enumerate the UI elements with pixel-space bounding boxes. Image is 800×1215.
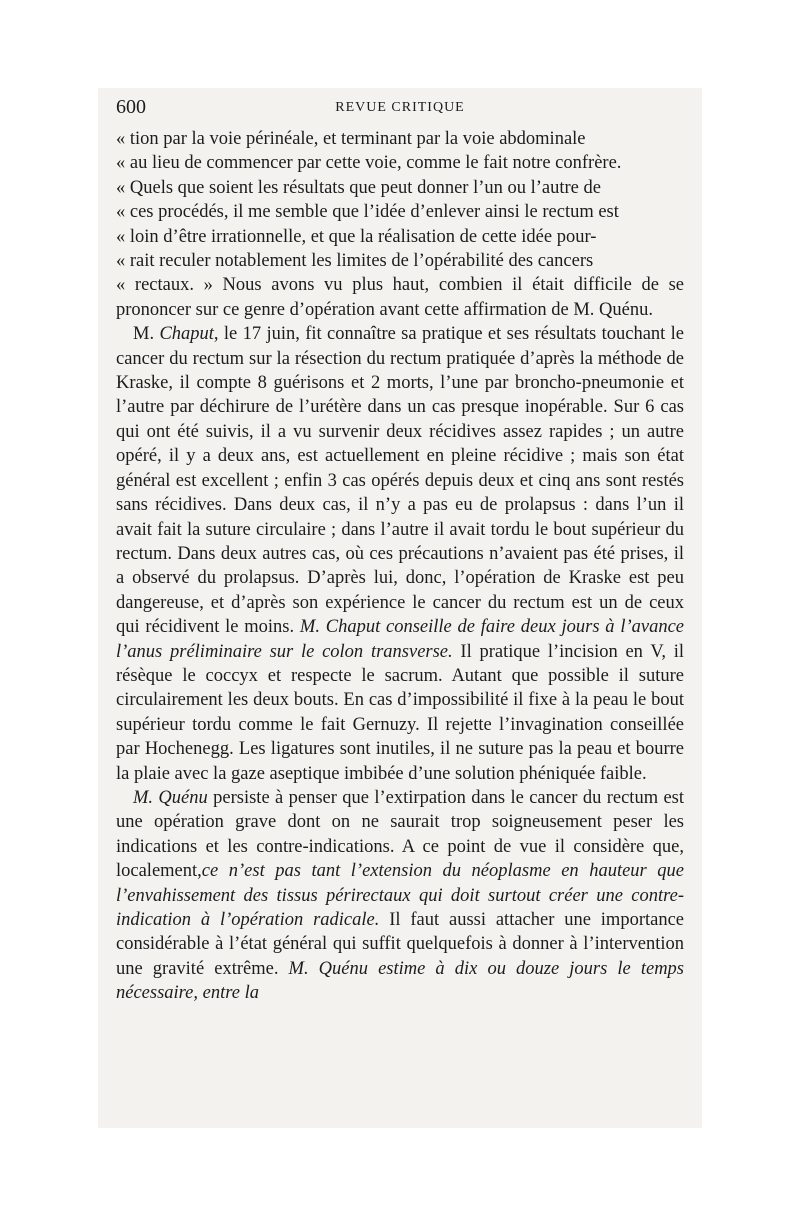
body-text	[116, 127, 684, 1006]
quote-line: « Quels que soient les résultats que peut donner l’un ou l’autre de	[116, 177, 601, 198]
paragraph-chaput	[116, 322, 684, 786]
quote-line: « loin d’être irrationnelle, et que la réalisation de cette idée pour-	[116, 226, 597, 247]
quenu-text-2: Il faut aussi attacher une importance considérable à l’état général qui suffit quelquefois à donner à l’intervention une gravité extrême.	[116, 910, 685, 979]
prefix-m: M.	[133, 324, 160, 345]
quote-line: « rait reculer notablement les limites de l’opérabilité des cancers	[116, 251, 594, 272]
page-header	[116, 96, 684, 122]
page-number: 600	[116, 96, 146, 118]
paragraph-quenu	[116, 786, 684, 1006]
paragraph-quote-end: « rectaux. » Nous avons vu plus haut, combien il était difficile de se prononcer sur ce genre d’opération avant cette affirmation de M. Quénu.	[116, 275, 684, 320]
quenu-italic-1: ce n’est pas tant l’extension du néoplasme en hauteur que l’envahissement des tissus périrectaux qui doit surtout créer une contre-indication à l’opération radicale.	[116, 861, 684, 930]
chaput-italic: M. Chaput conseille de faire deux jours à l’avance l’anus préliminaire sur le colon transverse.	[116, 617, 684, 662]
quote-line: « au lieu de commencer par cette voie, comme le fait notre confrère.	[116, 153, 622, 174]
author-chaput: Chaput	[159, 324, 214, 345]
chaput-text-2: Il pratique l’incision en V, il résèque le coccyx et respecte le sacrum. Autant que possible il suture circulairement les deux bouts. En cas d’impossibilité il fixe à la peau le bout supérieur tordu comme le fait Gernuzy. Il rejette l’invagination conseillée par Hochenegg. Les ligatures sont inutiles, il ne suture pas la peau et bourre la plaie avec la gaze aseptique imbibée d’une solution phéniquée faible.	[116, 641, 684, 784]
quenu-italic-2: M. Quénu estime à dix ou douze jours le temps nécessaire, entre la	[116, 958, 685, 1004]
chaput-text-1: , le 17 juin, fit connaître sa pratique et ses résultats touchant le cancer du rectum sur la résection du rectum pratiquée d’après la méthode de Kraske, il compte 8 guérisons et 2 morts, l’une par broncho-pneumonie et l’autre par déchirure de l’urétère dans un cas presque inopérable. Sur 6 cas qui ont été suivis, il a vu survenir deux récidives assez rapides ; un autre opéré, il y a deux ans, est actuellement en pleine récidive ; mais son état général est excellent ; enfin 3 cas opérés depuis deux et cinq ans sont restés sans récidives. Dans deux cas, il n’y a pas eu de prolapsus : dans l’un il avait fait la suture circulaire ; dans l’autre il avait tordu le bout supérieur du rectum. Dans deux autres cas, où ces précautions n’avaient pas été prises, il a observé du prolapsus. D’après lui, donc, l’opération de Kraske est peu dangereuse, et d’après son expérience le cancer du rectum est un de ceux qui récidivent le moins.	[116, 324, 684, 638]
running-title: REVUE CRITIQUE	[335, 100, 465, 115]
quenu-text-1: persiste à penser que l’extirpation dans le cancer du rectum est une opération grave dont on ne saurait trop soigneusement peser les indications et les contre-indications. A ce point de vue il considère que, localement,	[116, 787, 685, 882]
author-quenu: M. Quénu	[133, 787, 208, 808]
quote-line: « ces procédés, il me semble que l’idée d’enlever ainsi le rectum est	[116, 202, 619, 223]
quote-line: « tion par la voie périnéale, et terminant par la voie abdominale	[116, 129, 586, 149]
